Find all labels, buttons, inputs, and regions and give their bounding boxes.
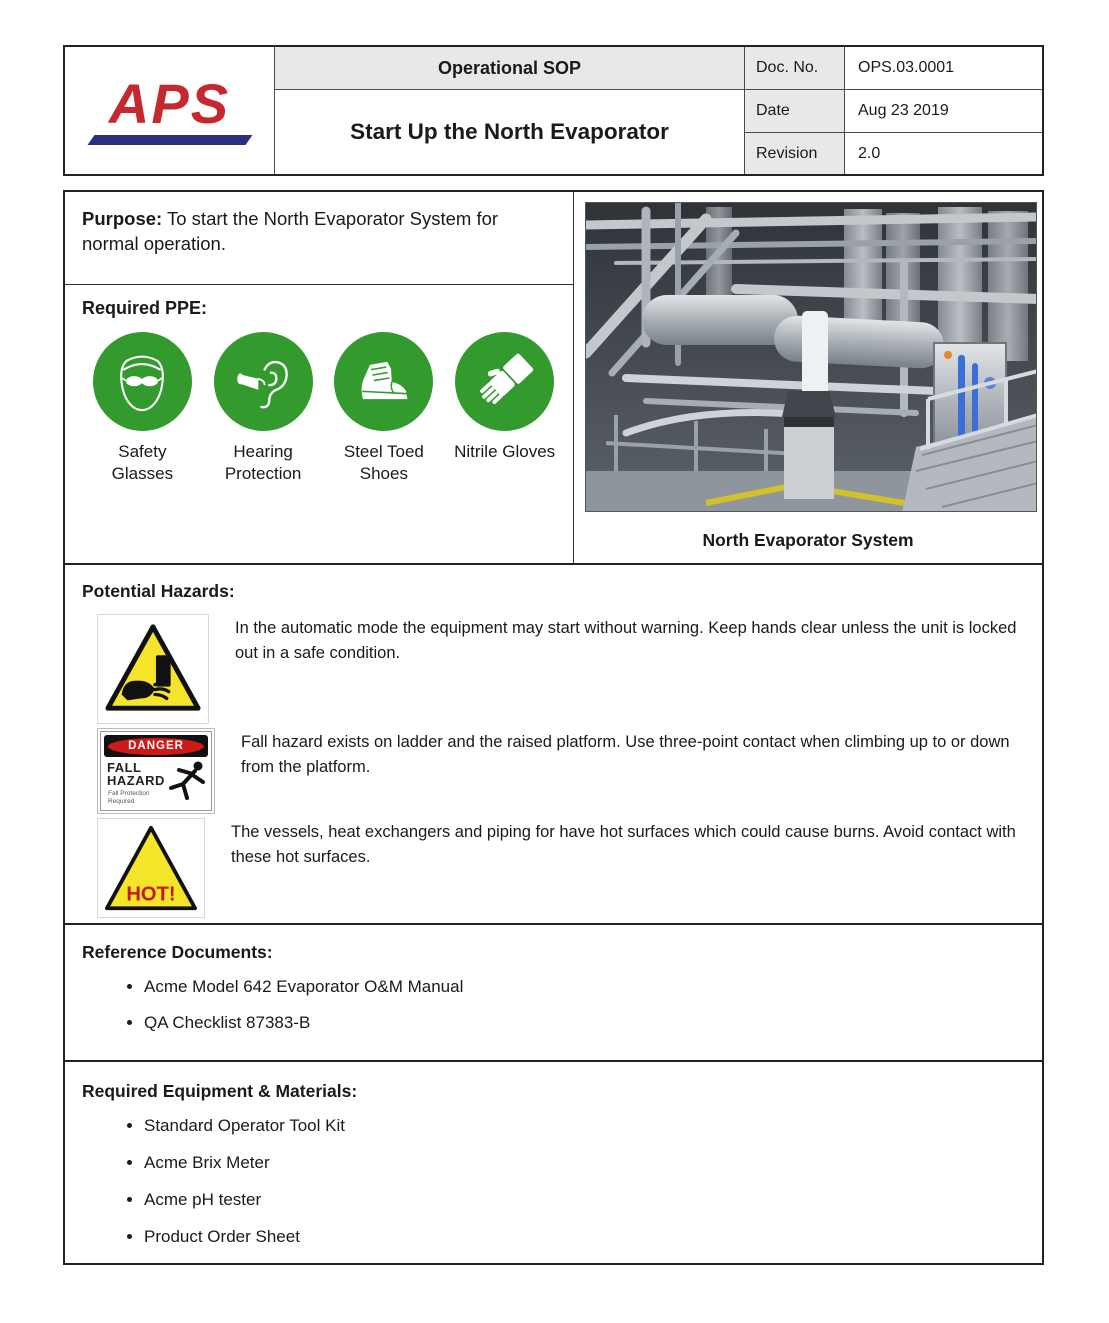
date-label: Date xyxy=(745,90,845,133)
required-equipment-heading: Required Equipment & Materials: xyxy=(82,1081,358,1101)
overview-photo-column xyxy=(574,192,1042,563)
ppe-item-hearing-protection xyxy=(203,332,324,486)
document-type-cell xyxy=(275,47,745,90)
falling-person-icon xyxy=(165,758,209,806)
ppe-label: Safety Glasses xyxy=(111,442,174,484)
north-evaporator-photo xyxy=(585,202,1037,512)
revision-value: 2.0 xyxy=(858,144,881,162)
required-ppe-heading: Required PPE: xyxy=(82,298,208,318)
purpose-label: Purpose: xyxy=(82,208,163,229)
svg-text:HOT!: HOT! xyxy=(126,883,176,906)
ppe-label: Nitrile Gloves xyxy=(454,442,556,461)
industrial-plant-photo-graphic xyxy=(586,203,1037,512)
doc-no-label: Doc. No. xyxy=(745,47,845,90)
document-title-cell xyxy=(275,90,745,174)
reference-documents-section xyxy=(65,925,1042,1062)
document-type-label: Operational SOP xyxy=(437,57,582,78)
ppe-label: Hearing Protection xyxy=(224,442,302,484)
ppe-item-nitrile-gloves xyxy=(444,332,565,486)
aps-logo xyxy=(91,72,249,145)
photo-caption: North Evaporator System xyxy=(702,530,914,550)
purpose-text: To start the North Evaporator System for normal operation. xyxy=(82,208,499,254)
danger-label: DANGER xyxy=(108,738,204,755)
reference-item: • Acme Model 642 Evaporator O&M Manual xyxy=(144,977,1024,997)
page-title: Start Up the North Evaporator xyxy=(350,119,669,144)
equipment-item: • Acme pH tester xyxy=(144,1190,1024,1210)
ppe-icon-row xyxy=(82,332,565,486)
potential-hazards-heading: Potential Hazards: xyxy=(82,581,235,601)
doc-no-value: OPS.03.0001 xyxy=(845,47,1042,90)
ppe-item-safety-glasses xyxy=(82,332,203,486)
hot-surface-warning-icon xyxy=(97,818,205,918)
potential-hazards-section xyxy=(65,565,1042,925)
purpose-section xyxy=(65,192,573,285)
equipment-item: • Acme Brix Meter xyxy=(144,1153,1024,1173)
ppe-label: Steel Toed Shoes xyxy=(343,442,424,484)
hearing-protection-icon xyxy=(214,332,313,431)
reference-item: • QA Checklist 87383-B xyxy=(144,1013,1024,1033)
hazard-item-hot-surface xyxy=(82,818,1024,918)
overview-left-column xyxy=(65,192,574,563)
aps-logo-underline xyxy=(87,135,252,145)
header-table xyxy=(63,45,1044,176)
hazard-text: The vessels, heat exchangers and piping for have hot surfaces which could cause burns. Avoid contact with these hot surfaces. xyxy=(231,823,1016,866)
required-text: Required xyxy=(108,798,135,805)
date-value: Aug 23 2019 xyxy=(845,90,1042,133)
revision-label: Revision xyxy=(745,133,845,174)
hazard-word: HAZARD xyxy=(107,773,165,788)
aps-logo-text: APS xyxy=(108,72,231,135)
required-equipment-list xyxy=(82,1116,1024,1247)
ppe-item-steel-toed-shoes xyxy=(324,332,445,486)
nitrile-gloves-icon xyxy=(455,332,554,431)
pinch-point-warning-icon xyxy=(97,614,209,724)
hazard-text: In the automatic mode the equipment may start without warning. Keep hands clear unless the unit is locked out in a safe condition. xyxy=(235,619,1017,662)
reference-documents-list xyxy=(82,977,1024,1033)
safety-glasses-icon xyxy=(93,332,192,431)
fall-word: FALL xyxy=(107,760,142,775)
steel-toed-shoes-icon xyxy=(334,332,433,431)
hazard-item-fall xyxy=(82,728,1024,814)
main-content-table xyxy=(63,190,1044,1265)
logo-cell xyxy=(65,47,275,174)
required-equipment-section xyxy=(65,1062,1042,1263)
reference-documents-heading: Reference Documents: xyxy=(82,942,273,962)
fall-hazard-sign-graphic xyxy=(100,731,212,811)
danger-band xyxy=(104,735,208,757)
hazard-text: Fall hazard exists on ladder and the raised platform. Use three-point contact when climbing up to or down from the platform. xyxy=(241,733,1010,776)
fall-hazard-danger-sign xyxy=(97,728,215,814)
hazard-item-pinch xyxy=(82,614,1024,724)
equipment-item: • Standard Operator Tool Kit xyxy=(144,1116,1024,1136)
overview-row xyxy=(65,192,1042,565)
equipment-item: • Product Order Sheet xyxy=(144,1227,1024,1247)
fall-protection-text: Fall Protection xyxy=(108,790,150,797)
required-ppe-section xyxy=(65,285,573,563)
